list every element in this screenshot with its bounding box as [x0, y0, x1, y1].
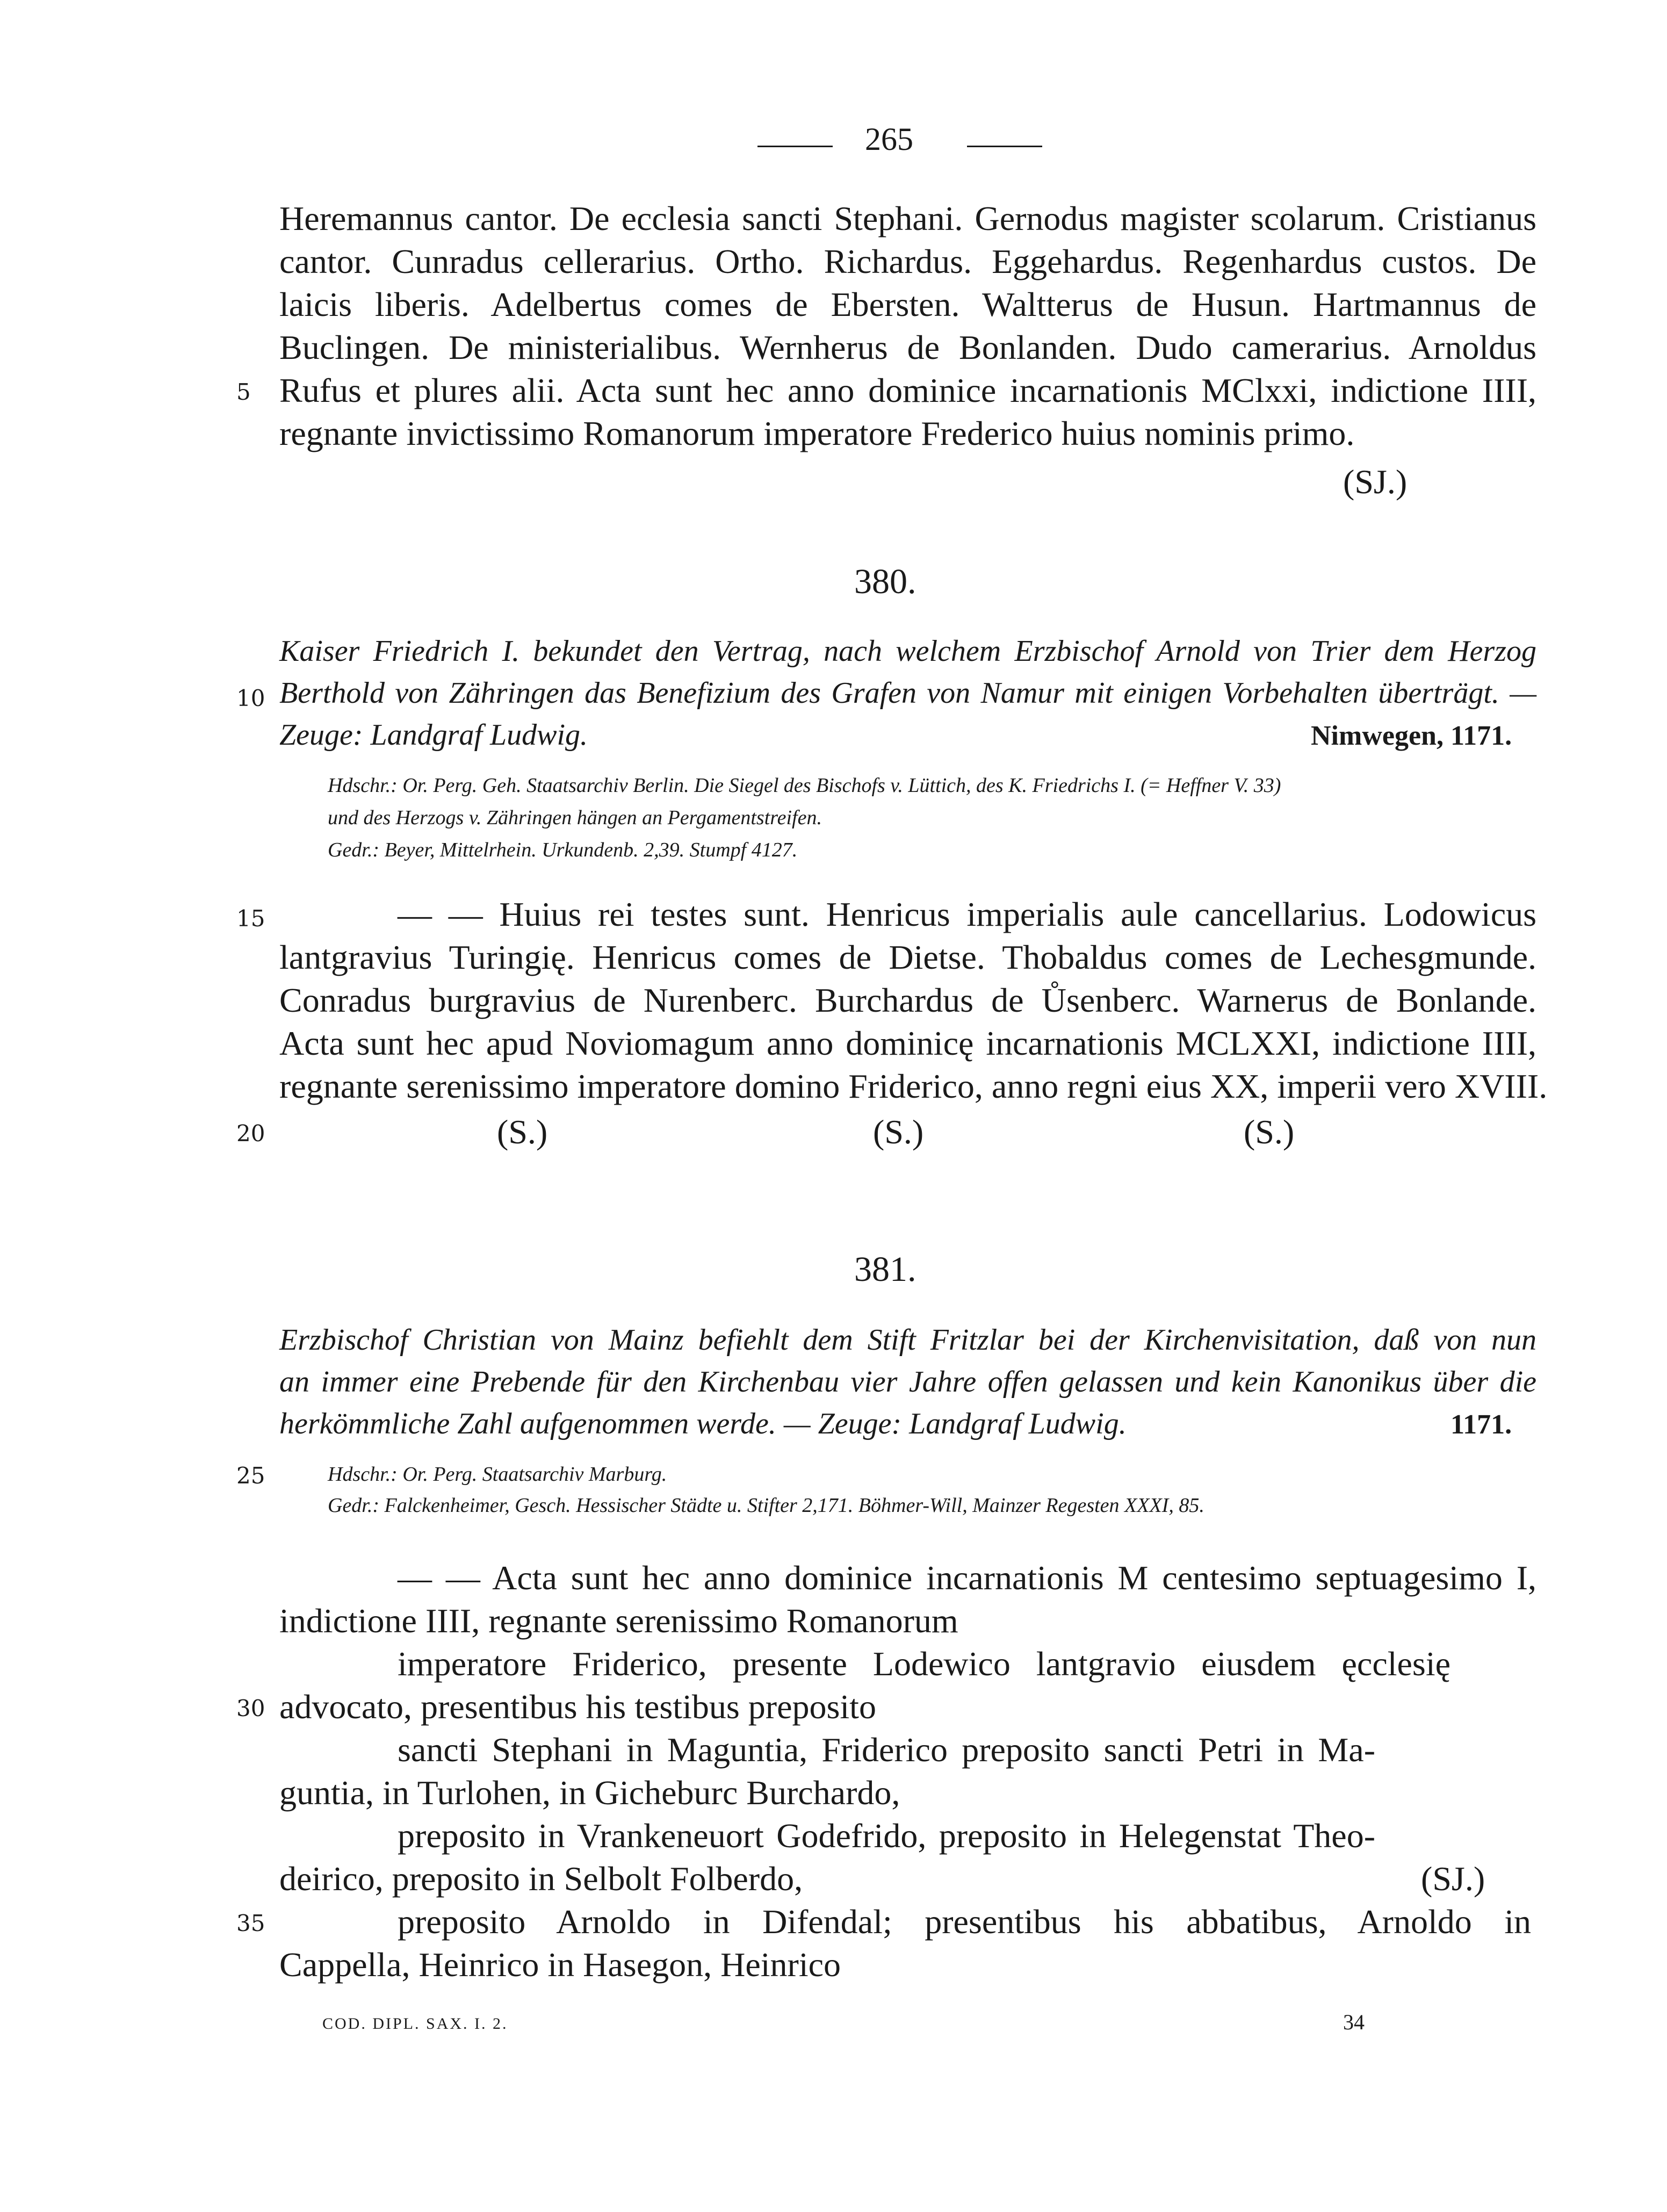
regest-line: herkömmliche Zahl aufgenommen werde. — Zeuge: Landgraf Ludwig.: [279, 1407, 1127, 1440]
text-line: preposito in Vrankeneuort Godefrido, preposito in Helegenstat Theo-: [398, 1817, 1375, 1855]
place-date: Nimwegen, 1171.: [1311, 720, 1512, 751]
seal-sign: (SJ.): [1343, 463, 1408, 501]
document-number: 380.: [854, 562, 917, 601]
text-line: cantor. Cunradus cellerarius. Ortho. Richardus. Eggehardus. Regenhardus custos. De: [279, 242, 1536, 280]
signature-mark: COD. DIPL. SAX. I. 2.: [322, 2015, 508, 2033]
line-number: 15: [236, 905, 265, 932]
text-line: Conradus burgravius de Nurenberc. Burchardus de Ůsenberc. Warnerus de Bonlande.: [279, 981, 1536, 1019]
seal-sign: (S.): [1244, 1113, 1295, 1151]
text-line: Buclingen. De ministerialibus. Wernherus de Bonlanden. Dudo camerarius. Arnoldus: [279, 328, 1536, 366]
line-number: 5: [236, 379, 251, 405]
header-rule-right: [967, 146, 1042, 147]
date: 1171.: [1450, 1409, 1512, 1440]
text-line: lantgravius Turingię. Henricus comes de Dietse. Thobaldus comes de Lechesgmunde.: [279, 938, 1536, 976]
text-line: — — Huius rei testes sunt. Henricus imperialis aule cancellarius. Lodowicus: [398, 895, 1536, 933]
text-line: Acta sunt hec apud Noviomagum anno dominicę incarnationis MCLXXI, indictione IIII,: [279, 1024, 1536, 1062]
line-number: 35: [236, 1910, 265, 1936]
text-line: regnante serenissimo imperatore domino Friderico, anno regni eius XX, imperii vero XVIII.: [279, 1067, 1548, 1105]
text-line: Rufus et plures alii. Acta sunt hec anno dominice incarnationis MClxxi, indictione IIII,: [279, 371, 1536, 409]
text-line: sancti Stephani in Maguntia, Friderico preposito sancti Petri in Ma-: [398, 1731, 1375, 1769]
page-number: 265: [865, 121, 913, 157]
line-number: 30: [236, 1695, 265, 1721]
text-line: advocato, presentibus his testibus preposito: [279, 1688, 876, 1726]
line-number: 20: [236, 1120, 265, 1147]
line-number: 10: [236, 685, 265, 711]
text-line: imperatore Friderico, presente Lodewico lantgravio eiusdem ęcclesię: [398, 1645, 1450, 1683]
text-line: indictione IIII, regnante serenissimo Romanorum: [279, 1602, 958, 1640]
text-line: — — Acta sunt hec anno dominice incarnationis M centesimo septuagesimo I,: [398, 1559, 1536, 1597]
text-line: guntia, in Turlohen, in Gicheburc Burchardo,: [279, 1774, 900, 1812]
text-line: laicis liberis. Adelbertus comes de Ebersten. Waltterus de Husun. Hartmannus de: [279, 285, 1536, 323]
text-line: deirico, preposito in Selbolt Folberdo,: [279, 1860, 803, 1898]
seal-sign: (S.): [873, 1113, 924, 1151]
seal-sign: (SJ.): [1421, 1860, 1485, 1898]
header-rule-left: [757, 146, 833, 147]
seal-sign: (S.): [497, 1113, 548, 1151]
regest-line: Berthold von Zähringen das Benefizium des Grafen von Namur mit einigen Vorbehalten überträgt. —: [279, 676, 1536, 710]
line-number: 25: [236, 1462, 265, 1489]
text-line: regnante invictissimo Romanorum imperatore Frederico huius nominis primo.: [279, 414, 1355, 452]
regest-line: Kaiser Friedrich I. bekundet den Vertrag, nach welchem Erzbischof Arnold von Trier dem Herzog: [279, 635, 1536, 668]
sheet-number: 34: [1343, 2010, 1365, 2034]
source-note: Gedr.: Falckenheimer, Gesch. Hessischer Städte u. Stifter 2,171. Böhmer-Will, Mainzer Regesten XXXI, 85.: [328, 1494, 1204, 1517]
regest-line: an immer eine Prebende für den Kirchenbau vier Jahre offen gelassen und kein Kanonikus über die: [279, 1365, 1536, 1399]
regest-line: Erzbischof Christian von Mainz befiehlt dem Stift Fritzlar bei der Kirchenvisitation, daß von nun: [279, 1323, 1536, 1357]
regest-line: Zeuge: Landgraf Ludwig.: [279, 718, 588, 752]
text-line: Heremannus cantor. De ecclesia sancti Stephani. Gernodus magister scolarum. Cristianus: [279, 199, 1536, 237]
text-line: Cappella, Heinrico in Hasegon, Heinrico: [279, 1946, 841, 1984]
source-note: Hdschr.: Or. Perg. Staatsarchiv Marburg.: [328, 1463, 667, 1486]
document-number: 381.: [854, 1250, 917, 1289]
source-note: und des Herzogs v. Zähringen hängen an Pergamentstreifen.: [328, 806, 822, 829]
source-note: Gedr.: Beyer, Mittelrhein. Urkundenb. 2,39. Stumpf 4127.: [328, 839, 798, 861]
source-note: Hdschr.: Or. Perg. Geh. Staatsarchiv Berlin. Die Siegel des Bischofs v. Lüttich, des K. Friedrichs I. (= Heffner V. 33): [328, 774, 1281, 797]
text-line: preposito Arnoldo in Difendal; presentibus his abbatibus, Arnoldo in: [398, 1903, 1531, 1941]
